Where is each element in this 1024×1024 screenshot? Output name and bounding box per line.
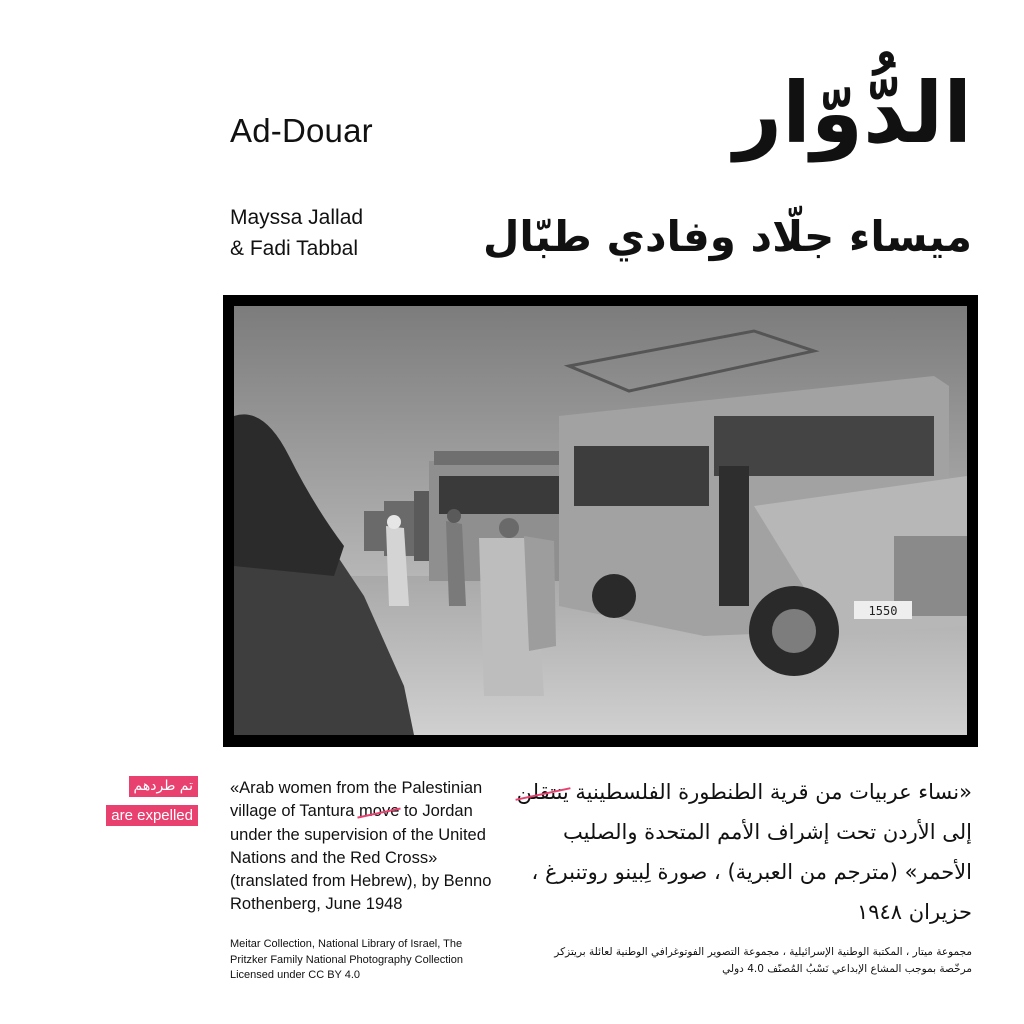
arabic-credit [492,944,972,978]
caption-en-part-1: «Arab women from the Palestinian village of Tantura [230,779,483,821]
bus-plate: 1550 [868,604,898,618]
credit-ar-line-2: مرخّصة بموجب المشاع الإبداعي نَسْبُ المُصنّف 4.0 دولي [722,963,972,975]
struck-word-ar: ينتقلن [516,780,569,804]
caption-ar-line-1 [502,772,972,812]
arabic-badge: تم طردهم [129,776,198,797]
arabic-title: الدُّوّار [733,64,972,162]
archival-photograph [234,306,967,735]
caption-en-part-2: to Jordan under the supervision of the United Nations and the Red Cross» (translated from Hebrew), by Benno Rothenberg, June 1948 [230,802,492,914]
caption-ar-line-4: حزيران ١٩٤٨ [856,900,972,924]
author-line-1: Mayssa Jallad [230,206,364,229]
credit-ar-line-1: مجموعة ميتار ، المكتبة الوطنية الإسرائيلية ، مجموعة التصوير الفوتوغرافي الوطنية لعائلة بريتزكر [554,946,972,958]
author-line-2: & Fadi Tabbal [230,237,359,260]
arabic-caption [502,772,972,932]
english-badge: are expelled [106,805,198,826]
english-title: Ad-Douar [230,112,373,149]
caption-ar-line-1-text: «نساء عربيات من قرية الطنطورة الفلسطينية [568,780,972,804]
photo-frame [223,295,978,747]
english-authors [230,202,363,264]
caption-ar-line-2: إلى الأردن تحت إشراف الأمم المتحدة والصليب [563,820,972,844]
english-caption [230,777,500,917]
struck-word-en: move [359,802,400,821]
arabic-authors: ميساء جلّاد وفادي طبّال [482,212,972,261]
english-credit: Meitar Collection, National Library of Israel, The Pritzker Family National Photography Collection Licensed under CC BY 4.0 [230,938,463,981]
caption-ar-line-3: الأحمر» (مترجم من العبرية) ، صورة لِبينو روتنبرغ ، [531,860,972,884]
